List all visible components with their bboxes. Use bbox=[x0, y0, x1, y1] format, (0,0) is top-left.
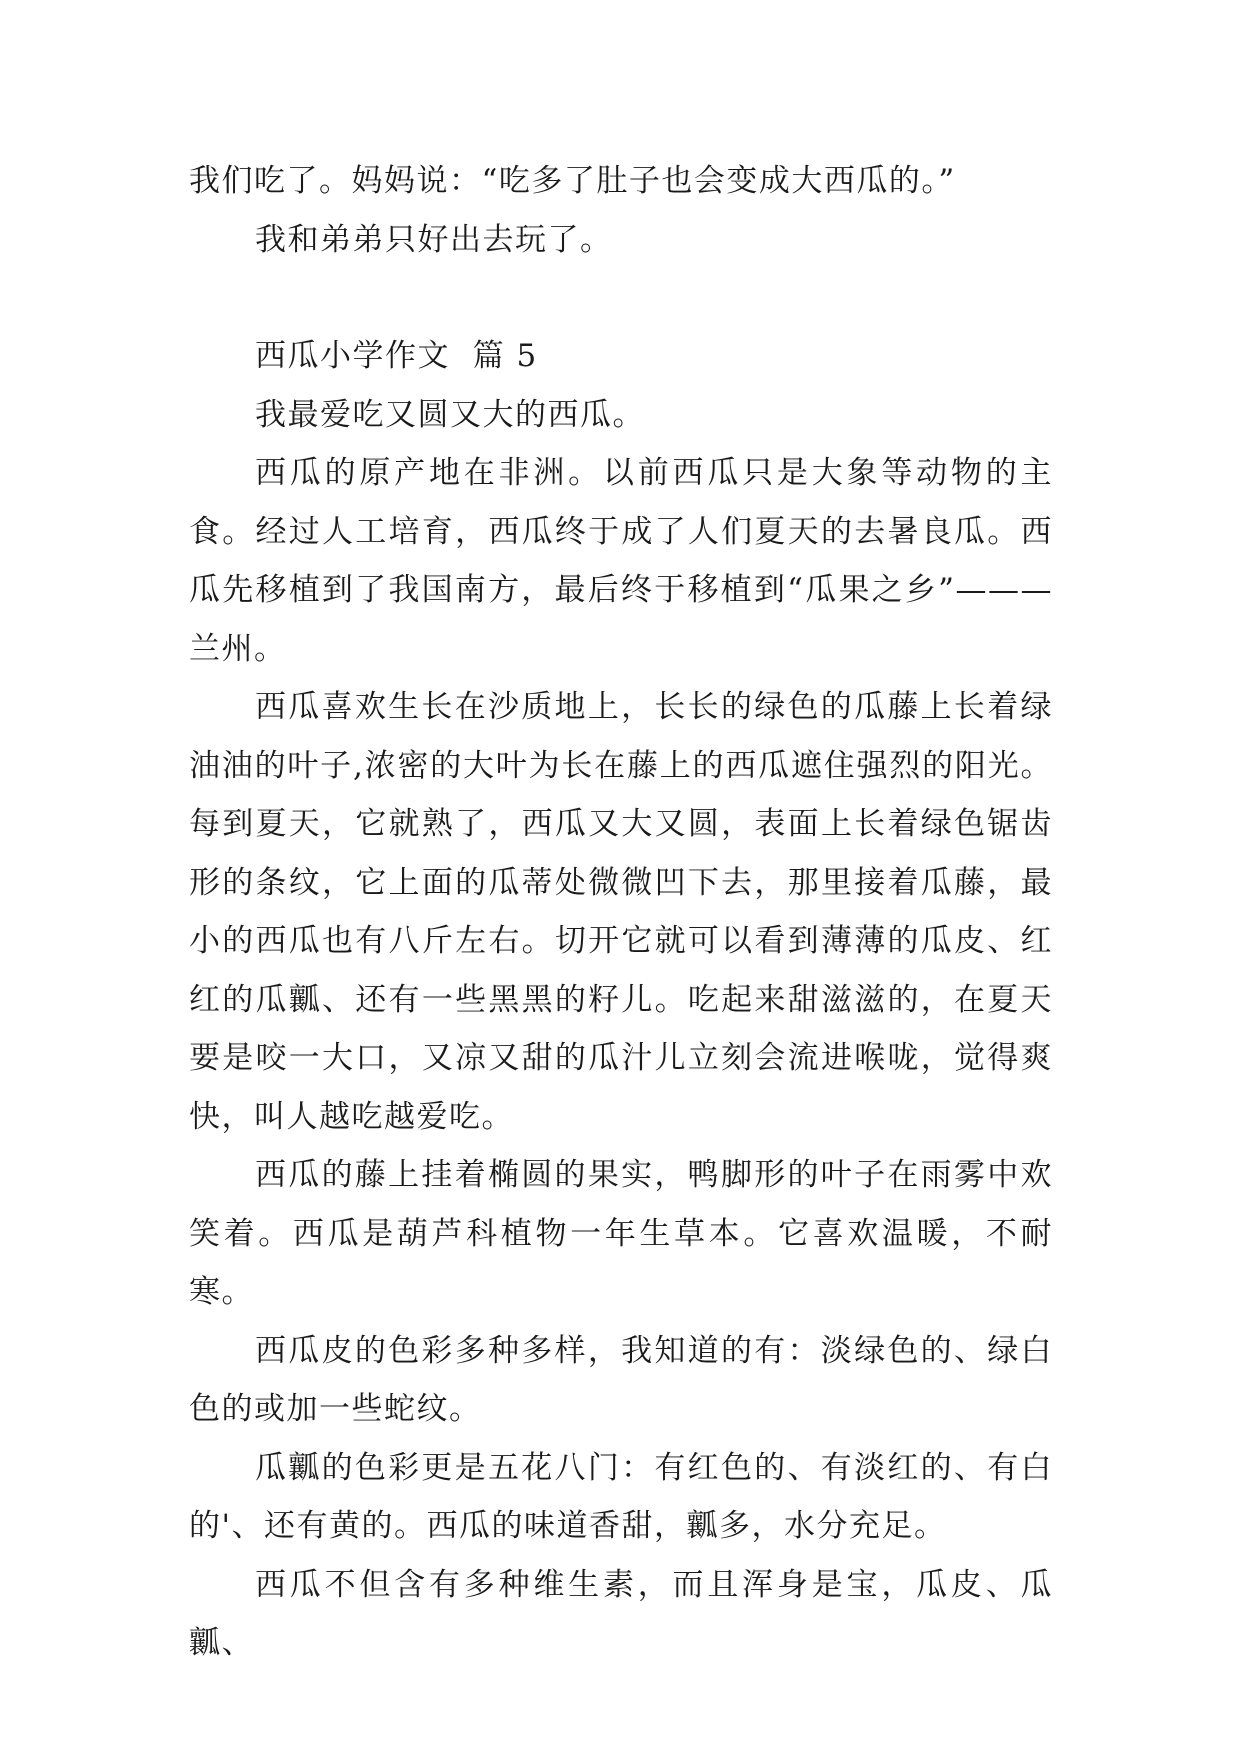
paragraph: 我和弟弟只好出去玩了。 bbox=[255, 221, 613, 258]
paragraph: 我最爱吃又圆又大的西瓜。 bbox=[255, 396, 645, 433]
paragraph: 西瓜不但含有多种维生素，而且浑身是宝，瓜皮、瓜瓤、 bbox=[189, 1566, 1053, 1661]
paragraph: 瓜瓤的色彩更是五花八门：有红色的、有淡红的、有白的'、还有黄的。西瓜的味道香甜，瓤多，水分充足。 bbox=[189, 1449, 1053, 1544]
paragraph: 西瓜皮的色彩多种多样，我知道的有：淡绿色的、绿白色的或加一些蛇纹。 bbox=[189, 1332, 1053, 1427]
section-title: 西瓜小学作文 篇 5 bbox=[255, 338, 538, 374]
paragraph-gap bbox=[189, 269, 1053, 327]
paragraph-continuation: 我们吃了。妈妈说：“吃多了肚子也会变成大西瓜的。” bbox=[189, 163, 956, 199]
document-body bbox=[189, 152, 1053, 1673]
paragraph: 西瓜的藤上挂着椭圆的果实，鸭脚形的叶子在雨雾中欢笑着。西瓜是葫芦科植物一年生草本。它喜欢温暖，不耐寒。 bbox=[189, 1157, 1053, 1310]
paragraph: 西瓜喜欢生长在沙质地上，长长的绿色的瓜藤上长着绿油油的叶子,浓密的大叶为长在藤上的西瓜遮住强烈的阳光。每到夏天，它就熟了，西瓜又大又圆，表面上长着绿色锯齿形的条纹，它上面的瓜蒂处微微凹下去，那里接着瓜藤，最小的西瓜也有八斤左右。切开它就可以看到薄薄的瓜皮、红红的瓜瓤、还有一些黑黑的籽儿。吃起来甜滋滋的，在夏天要是咬一大口，又凉又甜的瓜汁儿立刻会流进喉咙，觉得爽快，叫人越吃越爱吃。 bbox=[189, 689, 1053, 1135]
paragraph: 西瓜的原产地在非洲。以前西瓜只是大象等动物的主食。经过人工培育，西瓜终于成了人们夏天的去暑良瓜。西瓜先移植到了我国南方，最后终于移植到“瓜果之乡”———兰州。 bbox=[189, 455, 1053, 667]
